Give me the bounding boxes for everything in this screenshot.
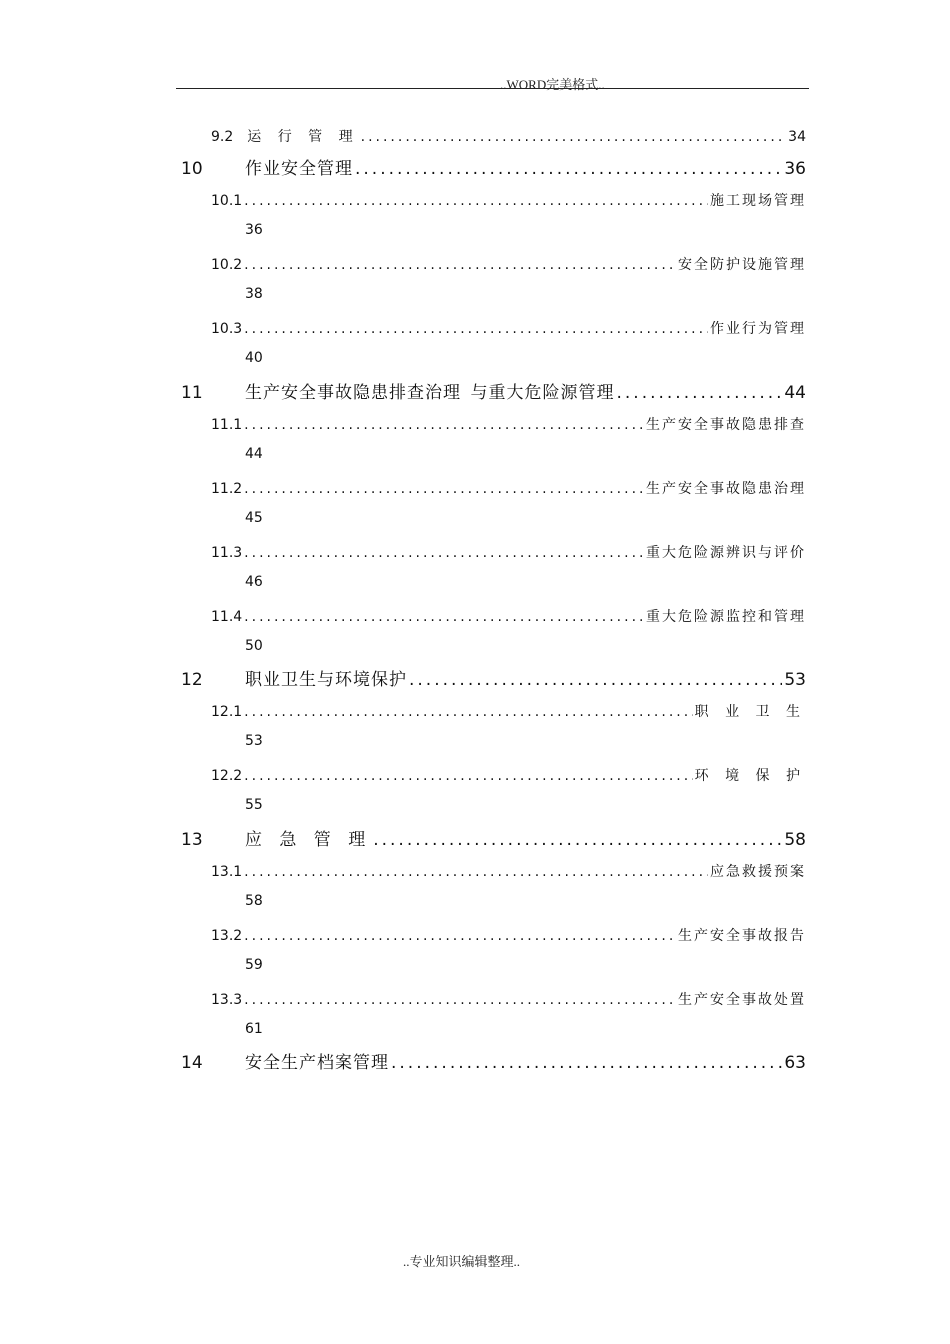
toc-leader-dots [244, 864, 708, 880]
toc-leader-dots [244, 417, 644, 433]
toc-entry-title: 安全防护设施管理 [678, 257, 806, 273]
toc-entry-page: 58 [245, 893, 263, 909]
toc-entry-13-3[interactable] [211, 989, 806, 1009]
toc-entry-12[interactable] [181, 665, 806, 690]
toc-entry-11-2[interactable] [211, 478, 806, 498]
toc-entry-page: 61 [245, 1021, 263, 1037]
toc-entry-title: 职 业 卫 生 [694, 704, 806, 720]
toc-entry-13-2[interactable] [211, 925, 806, 945]
toc-entry-page: 38 [245, 286, 263, 302]
toc-entry-title: 应 急 管 理 [245, 830, 372, 850]
toc-entry-title-part-1: 生产安全事故隐患排查治理 [245, 383, 461, 403]
toc-entry-page: 36 [245, 222, 263, 238]
toc-entry-9-2[interactable] [211, 126, 806, 146]
toc-entry-title: 生产安全事故处置 [678, 992, 806, 1008]
toc-entry-title: 运 行 管 理 [247, 129, 359, 145]
toc-entry-page: 63 [784, 1053, 806, 1073]
toc-entry-11-3[interactable] [211, 542, 806, 562]
header-divider [176, 88, 809, 89]
toc-entry-title: 重大危险源监控和管理 [646, 609, 806, 625]
toc-entry-page: 53 [784, 670, 806, 690]
toc-leader-dots [244, 928, 676, 944]
toc-entry-number: 9.2 [211, 129, 234, 145]
toc-entry-page: 44 [245, 446, 263, 462]
toc-leader-dots [409, 670, 782, 690]
toc-entry-title: 生产安全事故报告 [678, 928, 806, 944]
toc-entry-10-1[interactable] [211, 190, 806, 210]
toc-leader-dots [373, 830, 782, 850]
toc-leader-dots [244, 257, 676, 273]
toc-entry-number: 11.2 [211, 481, 243, 497]
toc-entry-page: 46 [245, 574, 263, 590]
toc-entry-number: 13 [181, 830, 203, 850]
toc-entry-number: 13.3 [211, 992, 243, 1008]
toc-entry-title: 职业卫生与环境保护 [245, 670, 407, 690]
toc-entry-page: 59 [245, 957, 263, 973]
toc-entry-number: 11.3 [211, 545, 243, 561]
toc-entry-title: 重大危险源辨识与评价 [646, 545, 806, 561]
toc-entry-page: 34 [788, 129, 806, 145]
toc-entry-number: 12 [181, 670, 203, 690]
toc-entry-number: 14 [181, 1053, 203, 1073]
toc-leader-dots [244, 545, 644, 561]
toc-leader-dots [616, 383, 782, 403]
toc-leader-dots [391, 1053, 782, 1073]
page-footer: ..专业知识编辑整理.. [403, 1254, 521, 1269]
toc-entry-title: 作业行为管理 [710, 321, 806, 337]
toc-entry-number: 13.1 [211, 864, 243, 880]
toc-leader-dots [244, 609, 644, 625]
toc-entry-title: 环 境 保 护 [694, 768, 806, 784]
toc-entry-page: 58 [784, 830, 806, 850]
toc-entry-title: 作业安全管理 [245, 159, 353, 179]
toc-entry-page: 53 [245, 733, 263, 749]
toc-entry-11-1[interactable] [211, 414, 806, 434]
toc-leader-dots [244, 768, 692, 784]
toc-entry-13[interactable] [181, 825, 806, 850]
toc-entry-page: 40 [245, 350, 263, 366]
toc-entry-number: 11 [181, 383, 203, 403]
toc-entry-number: 10.3 [211, 321, 243, 337]
toc-entry-page: 45 [245, 510, 263, 526]
toc-entry-page: 55 [245, 797, 263, 813]
toc-entry-page: 50 [245, 638, 263, 654]
toc-entry-number: 10.1 [211, 193, 243, 209]
toc-entry-title-part-2: 与重大危险源管理 [470, 383, 615, 403]
toc-entry-page: 36 [784, 159, 806, 179]
toc-entry-number: 11.4 [211, 609, 243, 625]
toc-entry-11[interactable] [181, 378, 806, 403]
toc-leader-dots [361, 129, 787, 145]
toc-entry-number: 10 [181, 159, 203, 179]
toc-entry-number: 13.2 [211, 928, 243, 944]
toc-entry-page: 44 [784, 383, 806, 403]
toc-leader-dots [244, 481, 644, 497]
toc-entry-title: 生产安全事故隐患治理 [646, 481, 806, 497]
toc-entry-10-3[interactable] [211, 318, 806, 338]
toc-entry-10-2[interactable] [211, 254, 806, 274]
toc-leader-dots [244, 704, 692, 720]
toc-entry-12-2[interactable] [211, 765, 806, 785]
toc-entry-title: 施工现场管理 [710, 193, 806, 209]
toc-leader-dots [244, 992, 676, 1008]
toc-entry-number: 12.1 [211, 704, 243, 720]
toc-entry-12-1[interactable] [211, 701, 806, 721]
toc-entry-14[interactable] [181, 1048, 806, 1073]
toc-entry-number: 11.1 [211, 417, 243, 433]
toc-entry-number: 10.2 [211, 257, 243, 273]
toc-entry-10[interactable] [181, 154, 806, 179]
toc-leader-dots [244, 193, 708, 209]
header-text: ..WORD完美格式.. [500, 77, 605, 92]
toc-entry-11-4[interactable] [211, 606, 806, 626]
toc-leader-dots [244, 321, 708, 337]
toc-entry-13-1[interactable] [211, 861, 806, 881]
toc-leader-dots [355, 159, 782, 179]
toc-entry-title: 应急救援预案 [710, 864, 806, 880]
toc-entry-title: 生产安全事故隐患排查 [646, 417, 806, 433]
toc-entry-number: 12.2 [211, 768, 243, 784]
toc-entry-title: 安全生产档案管理 [245, 1053, 389, 1073]
